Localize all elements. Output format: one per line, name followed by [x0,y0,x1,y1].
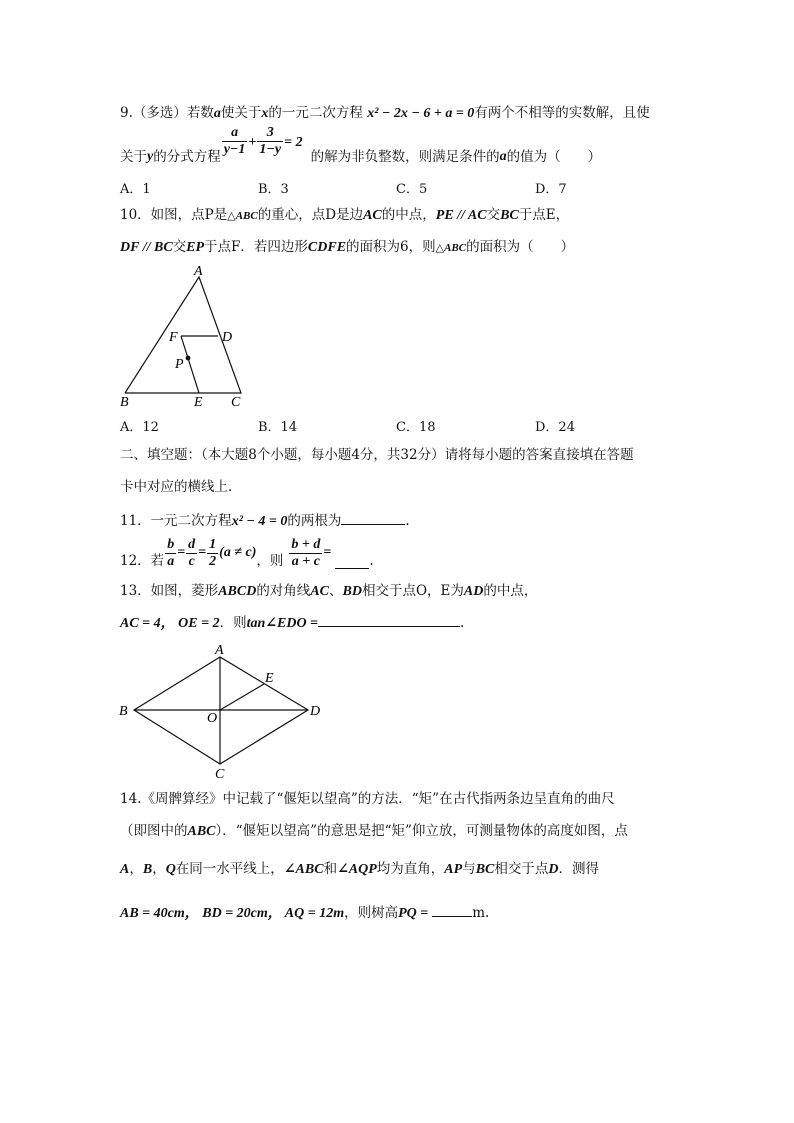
numerator: 1 [209,536,217,552]
math-pe-parallel-ac: PE // AC [435,208,487,223]
q11-text: 11．一元二次方程 [120,513,232,529]
fraction-d-over-c [186,537,197,570]
fraction-1-over-2 [207,537,218,570]
q13-text: . [460,615,465,631]
math-ad: AD [463,584,484,599]
math-a-neq-c: (a ≠ c) [219,545,257,560]
math-measurements: AB = 40cm， BD = 20cm， AQ = 12m [120,906,345,921]
q13-text: ．则 [219,615,247,631]
q13-text: 的中点， [483,583,538,599]
math-d: D [548,862,559,877]
q12-line [120,534,374,572]
q13-answer-blank[interactable] [318,612,460,627]
fraction-bd-over-ac [289,537,322,570]
q11-answer-blank[interactable] [341,510,405,525]
math-ep: EP [186,240,205,255]
q9-option-b: B．3 [258,182,289,197]
math-a: A [120,862,130,877]
q9-text: 使关于 [220,105,262,121]
q9-option-a: A．1 [120,182,151,197]
label-o: O [207,711,218,726]
label-e: E [265,671,274,686]
section2-header-line1: 二、填空题：（本大题8个小题，每小题4分，共32分）请将每小题的答案直接填在答题 [120,447,634,463]
equals: = [198,545,207,560]
q12-text: ，则 [256,553,284,569]
numerator: b + d [291,536,321,552]
q9-text: 关于 [120,149,147,165]
q10-line1 [120,206,569,225]
equals-2: = 2 [284,135,303,150]
math-x2-minus-4: x² − 4 = 0 [231,514,288,529]
q9-text: 的一元二次方程 [268,105,363,121]
q13-text: 相交于点O，E为 [361,583,464,599]
q9-text: 9.（多选）若数 [120,105,214,121]
math-y: y [147,149,154,164]
fraction-3-over-1-minus-y [257,125,283,158]
q13-text: 、 [329,583,343,599]
q11-text: . [405,513,410,529]
math-abcd: ABCD [218,584,257,599]
q10-text: 的面积为（ ） [466,239,575,255]
q9-text: 的值为（ ） [506,149,602,165]
label-d: D [222,330,233,345]
numerator: a [222,125,248,142]
math-ac: AC [363,208,382,223]
q14-text: 在同一水平线上， [175,861,284,877]
q10-option-c: C．18 [396,420,436,435]
equals: = [323,545,332,560]
q9-text: 有两个不相等的实数解，且使 [474,105,650,121]
math-a: a [499,149,507,164]
q14-line3 [120,860,599,879]
segment-fe [181,336,199,393]
q14-line2 [120,822,628,841]
q14-text: ， [152,861,166,877]
q9-quadratic-equation: x² − 2x − 6 + a = 0 [367,106,475,121]
q14-line1: 14.《周髀算经》中记载了“偃矩以望高”的方法．“矩”在古代指两条边呈直角的曲尺 [120,791,615,807]
point-p [186,356,191,361]
math-b: B [142,862,153,877]
q9-line1 [120,104,650,123]
q13-rhombus-figure [110,640,340,780]
math-angle-aqp: ∠AQP [337,862,377,877]
label-a: A [215,643,224,658]
label-f: F [169,330,178,345]
q14-text: ）．“偃矩以望高”的意思是把“矩”仰立放，可测量物体的高度如图，点 [215,823,628,839]
section2-header-line2: 卡中对应的横线上. [120,479,233,495]
label-b: B [119,704,128,719]
q14-text: 均为直角， [376,861,445,877]
label-d: D [310,704,321,719]
math-df-parallel-bc: DF // BC [120,240,173,255]
math-triangle-abc: △ABC [227,210,258,222]
denominator: 1−y [259,142,282,157]
q10-triangle-figure [110,260,260,410]
math-triangle-abc: △ABC [435,242,467,254]
q10-text: 10．如图，点P是 [120,207,228,223]
math-bd: BD [342,584,362,599]
fraction-a-over-y-minus-1 [222,125,248,158]
math-abc: ABC [187,824,216,839]
q10-text: 的重心，点D是边 [257,207,364,223]
label-c: C [215,767,225,780]
q10-option-d: D．24 [535,420,575,435]
denominator: c [188,553,195,569]
denominator: 2 [209,553,217,569]
math-x: x [261,106,269,121]
label-e: E [194,395,203,410]
q14-line4 [120,902,489,923]
segment-oe [220,684,264,710]
q13-line1 [120,582,537,601]
q12-text: . [369,553,374,569]
math-a: a [213,106,221,121]
label-p: P [175,357,184,372]
q11-line [120,510,410,531]
q14-text: 相交于点 [494,861,549,877]
q14-text: ，则树高 [344,905,399,921]
q10-text: 的面积为6，则 [346,239,436,255]
q11-text: 的两根为 [287,513,342,529]
q12-text: 12．若 [120,553,165,569]
q13-line2 [120,612,464,633]
math-tan-edo: tan∠EDO = [246,616,319,631]
q14-text: 与 [462,861,476,877]
denominator: a + c [291,553,320,569]
math-bc: BC [475,862,495,877]
fraction-b-over-a [165,537,176,570]
q10-text: 交 [486,207,501,223]
q14-unit: m. [472,905,490,921]
q10-text: 的中点， [381,207,436,223]
q14-text: ， [129,861,143,877]
q9-line2 [120,125,602,166]
denominator: y−1 [223,142,246,157]
q9-text: 的分式方程 [153,149,221,165]
math-pq: PQ = [398,906,429,921]
q13-text: 13．如图，菱形 [120,583,219,599]
math-cdfe: CDFE [307,240,347,255]
q10-option-a: A．12 [120,420,159,435]
q10-option-b: B．14 [258,420,298,435]
numerator: 3 [257,125,283,142]
math-ap: AP [444,862,463,877]
label-a: A [194,264,203,279]
q9-text: 的解为非负整数，则满足条件的 [310,149,500,165]
numerator: d [188,536,196,552]
label-b: B [120,395,129,410]
q9-option-c: C．5 [396,182,428,197]
plus-sign: + [248,135,257,150]
q13-text: 的对角线 [256,583,311,599]
q14-text: （即图中的 [120,823,188,839]
math-ac-4-oe-2: AC = 4， OE = 2 [120,616,220,631]
math-angle-abc: ∠ABC [283,862,324,877]
q10-line2 [120,238,574,257]
q14-text: 和 [323,861,338,877]
q14-text: ．测得 [558,861,599,877]
q12-answer-blank[interactable] [335,554,369,569]
q9-option-d: D．7 [535,182,567,197]
numerator: b [167,536,175,552]
q14-answer-blank[interactable] [432,902,472,917]
q10-text: 于点F．若四边形 [204,239,308,255]
equals: = [177,545,186,560]
q10-text: 于点E， [518,207,570,223]
denominator: a [167,553,175,569]
math-ac: AC [310,584,329,599]
q10-text: 交 [172,239,187,255]
math-bc: BC [500,208,519,223]
math-q: Q [165,862,176,877]
label-c: C [231,395,241,410]
